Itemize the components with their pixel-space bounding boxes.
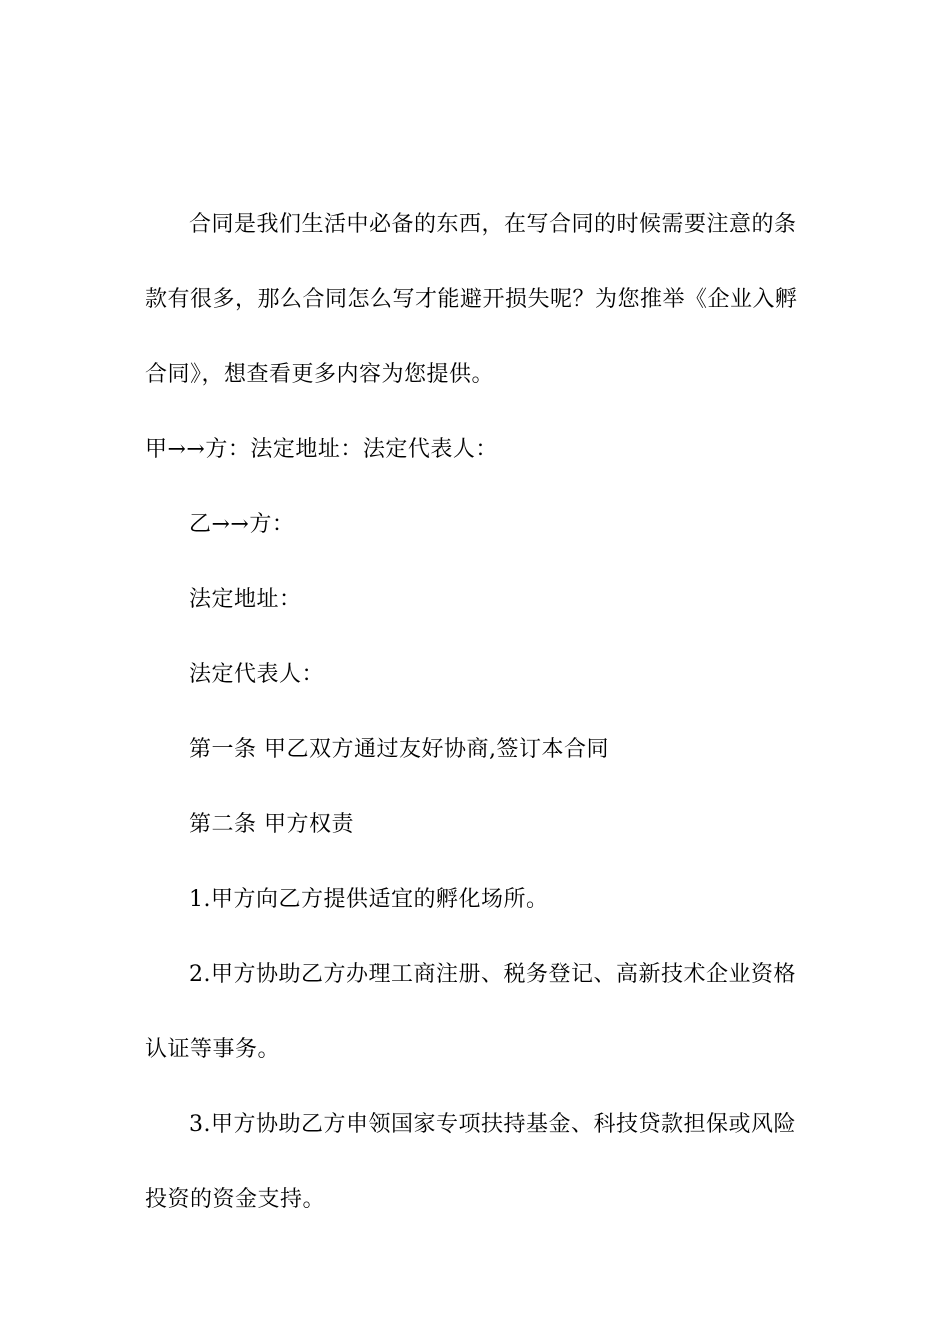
intro-line-1: 合同是我们生活中必备的东西，在写合同的时候需要注意的条 [189, 212, 797, 237]
party-b-line: 乙→→方： [189, 512, 295, 537]
intro-line-2: 款有很多，那么合同怎么写才能避开损失呢？为您推举《企业入孵 [145, 287, 798, 312]
article-1: 第一条 甲乙双方通过友好协商,签订本合同 [189, 737, 609, 762]
item-3-line-1: 3.甲方协助乙方申领国家专项扶持基金、科技贷款担保或风险 [189, 1112, 796, 1137]
party-a-line: 甲→→方：法定地址：法定代表人： [145, 437, 498, 462]
item-2-line-2: 认证等事务。 [145, 1037, 281, 1062]
item-2-line-1: 2.甲方协助乙方办理工商注册、税务登记、高新技术企业资格 [189, 962, 796, 987]
legal-address-line: 法定地址： [189, 587, 302, 612]
item-1: 1.甲方向乙方提供适宜的孵化场所。 [189, 887, 549, 912]
legal-rep-line: 法定代表人： [189, 662, 325, 687]
item-3-line-2: 投资的资金支持。 [145, 1187, 326, 1212]
intro-line-3: 合同》，想查看更多内容为您提供。 [145, 362, 495, 387]
article-2: 第二条 甲方权责 [189, 812, 354, 837]
